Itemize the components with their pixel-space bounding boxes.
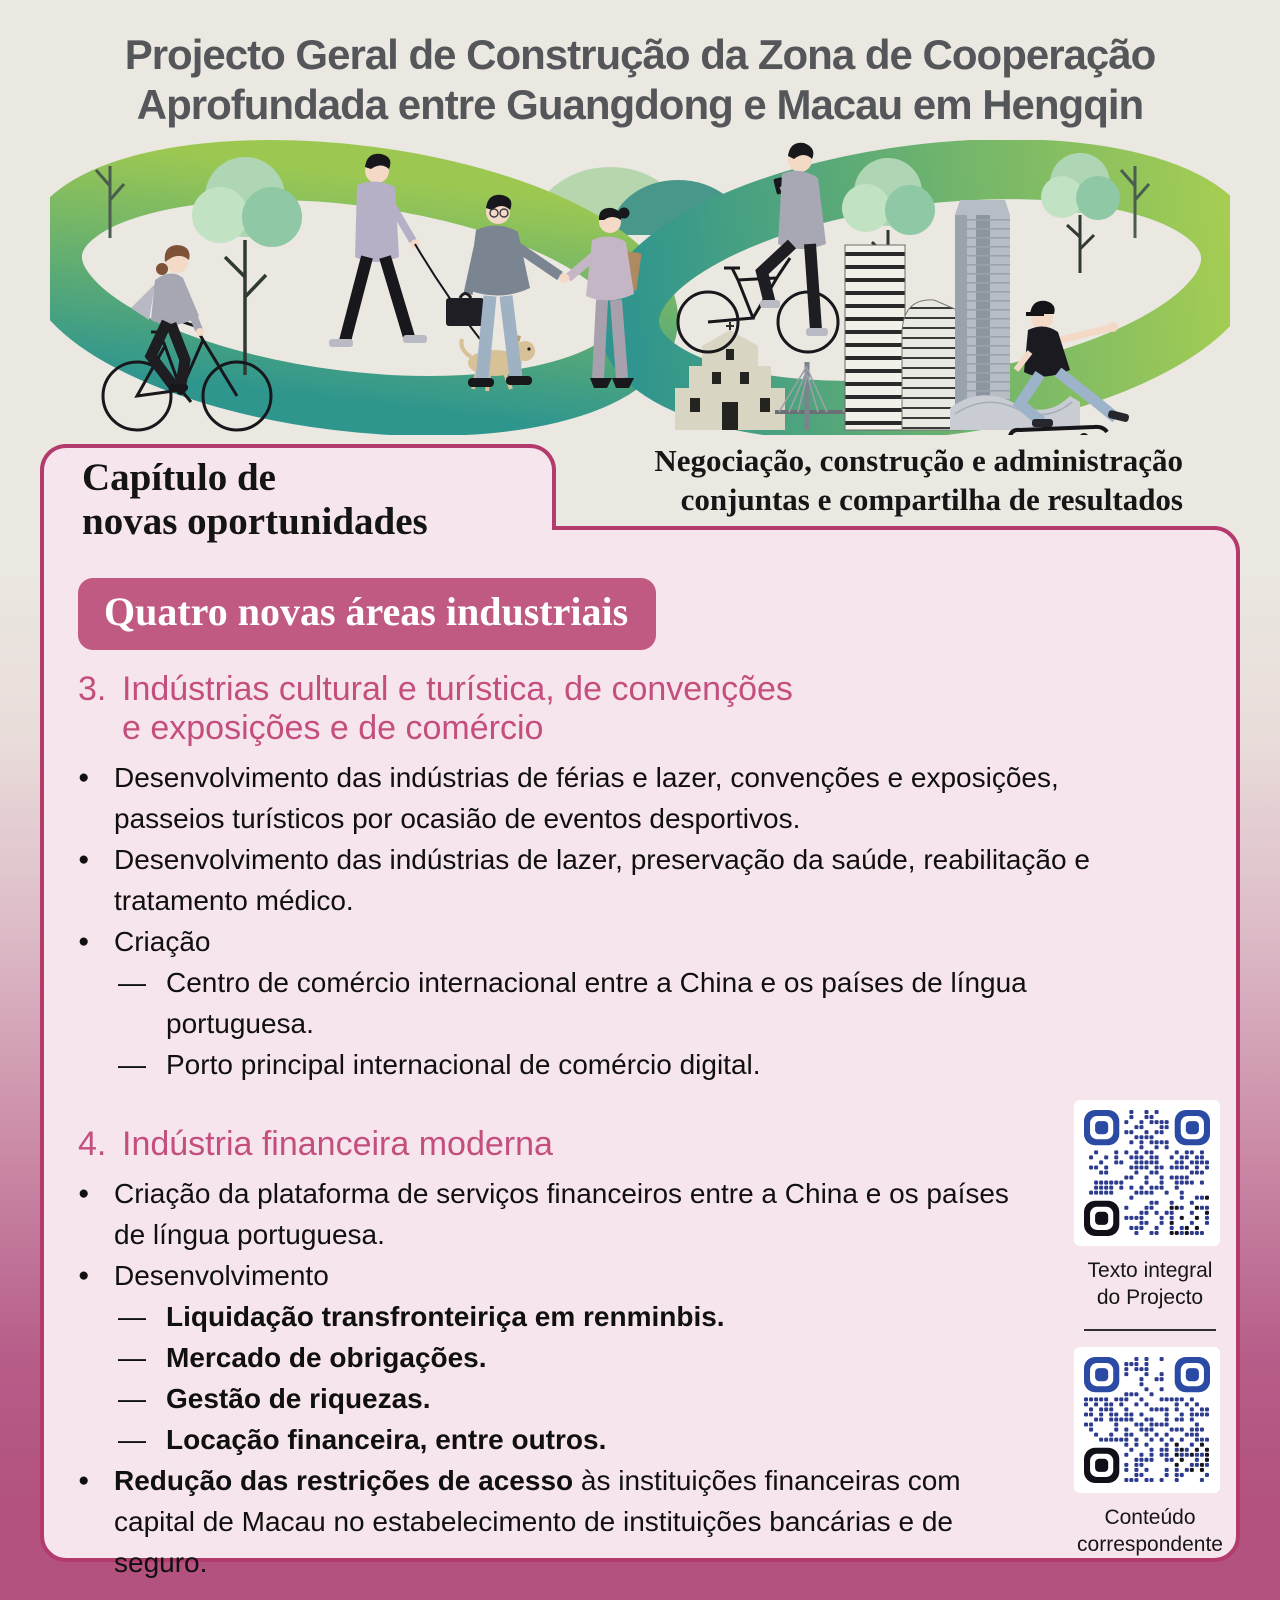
qr-finder-top-right-icon xyxy=(1175,1110,1210,1145)
section-3 xyxy=(78,670,1098,1085)
chapter-tab xyxy=(40,444,556,543)
sub-list-item xyxy=(78,962,1098,1044)
qr-code-project-full-text xyxy=(1074,1100,1220,1246)
bullet-icon: ● xyxy=(78,1265,90,1286)
list-item-text: Desenvolvimento das indústrias de férias e lazer, convenções e exposições, passeios turísticos por ocasião de eventos desportivos. xyxy=(114,762,1059,834)
dash-icon: — xyxy=(118,1342,146,1373)
list-item xyxy=(78,1173,1098,1255)
qr-code-icon xyxy=(1084,1110,1210,1236)
qr-finder-bottom-left-icon xyxy=(1084,1201,1119,1236)
qr-finder-top-right-icon xyxy=(1175,1357,1210,1392)
list-item xyxy=(78,839,1098,921)
qr-caption-line1: Conteúdo xyxy=(1104,1506,1196,1529)
qr-finder-top-left-icon xyxy=(1084,1110,1119,1145)
qr-caption-line2: correspondente xyxy=(1077,1533,1223,1556)
qr-finder-bottom-left-icon xyxy=(1084,1448,1119,1483)
page-title-line1: Projecto Geral de Construção da Zona de Cooperação xyxy=(124,31,1156,78)
qr-caption-project-full-text xyxy=(1074,1257,1226,1311)
list-item-text xyxy=(114,1460,1014,1583)
list-item-bold-text: Redução das restrições de acesso xyxy=(114,1465,574,1496)
dash-icon: — xyxy=(118,1383,146,1414)
dash-icon: — xyxy=(118,967,146,998)
dash-icon: — xyxy=(118,1301,146,1332)
list-item xyxy=(78,1255,1098,1296)
sub-list-item xyxy=(78,1296,1098,1337)
list-item-text: Criação xyxy=(114,926,211,957)
section-4 xyxy=(78,1125,1098,1583)
section-4-number: 4. xyxy=(78,1125,107,1163)
section-4-title xyxy=(78,1125,1098,1164)
qr-caption-line1: Texto integral xyxy=(1087,1259,1213,1282)
sub-list-item xyxy=(78,1378,1098,1419)
qr-caption-line2: do Projecto xyxy=(1096,1286,1204,1309)
bullet-icon: ● xyxy=(78,1183,90,1204)
hengqin-loop-illustration xyxy=(50,140,1230,435)
qr-finder-top-left-icon xyxy=(1084,1357,1119,1392)
sub-list-item-text: Locação financeira, entre outros. xyxy=(166,1424,607,1455)
chapter-tab-heading xyxy=(82,456,552,544)
sub-list-item-text: Gestão de riquezas. xyxy=(166,1383,431,1414)
section-4-title-text: Indústria financeira moderna xyxy=(122,1125,553,1163)
bullet-icon: ● xyxy=(78,1470,90,1491)
qr-divider xyxy=(1084,1329,1216,1331)
sub-list-item-text: Porto principal internacional de comércio digital. xyxy=(166,1049,761,1080)
sub-list-item-text: Liquidação transfronteiriça em renminbis. xyxy=(166,1301,725,1332)
section-badge: Quatro novas áreas industriais xyxy=(78,578,656,650)
dash-icon: — xyxy=(118,1424,146,1455)
qr-code-corresponding-content xyxy=(1074,1347,1220,1493)
qr-caption-corresponding-content xyxy=(1074,1504,1226,1558)
bullet-icon: ● xyxy=(78,767,90,788)
page-title-line2: Aprofundada entre Guangdong e Macau em Hengqin xyxy=(136,81,1144,128)
chapter-tab-line1: Capítulo de xyxy=(82,456,276,499)
motto-text xyxy=(654,441,1183,519)
list-item-text: Desenvolvimento xyxy=(114,1260,329,1291)
content-panel xyxy=(40,526,1240,1578)
sub-list-item-text: Centro de comércio internacional entre a China e os países de língua portuguesa. xyxy=(166,967,1027,1039)
bullet-icon: ● xyxy=(78,849,90,870)
sub-list-item xyxy=(78,1044,1098,1085)
list-item xyxy=(78,1460,1098,1583)
dash-icon: — xyxy=(118,1049,146,1080)
list-item-rest-text: às instituições financeiras com capital de Macau no estabelecimento de instituições bancárias e de seguro. xyxy=(114,1465,961,1578)
section-3-number: 3. xyxy=(78,670,107,708)
list-item xyxy=(78,757,1098,839)
striped-tower-icon xyxy=(845,245,905,430)
motto-line1: Negociação, construção e administração xyxy=(654,443,1183,478)
sub-list-item xyxy=(78,1419,1098,1460)
list-item-text: Criação da plataforma de serviços financeiros entre a China e os países de língua portuguesa. xyxy=(114,1178,1009,1250)
sub-list-item-text: Mercado de obrigações. xyxy=(166,1342,487,1373)
section-3-title-line2: e exposições e de comércio xyxy=(122,709,544,747)
qr-column xyxy=(1074,1100,1226,1558)
bullet-icon: ● xyxy=(78,931,90,952)
section-3-title-line1: Indústrias cultural e turística, de convenções xyxy=(122,670,793,708)
section-3-title xyxy=(78,670,1098,748)
list-item xyxy=(78,921,1098,962)
page-title xyxy=(0,30,1280,130)
content-column xyxy=(78,670,1098,1583)
qr-code-icon xyxy=(1084,1357,1210,1483)
sub-list-item xyxy=(78,1337,1098,1378)
motto-line2: conjuntas e compartilha de resultados xyxy=(680,482,1183,517)
chapter-tab-line2: novas oportunidades xyxy=(82,500,428,543)
macau-church-ruins-icon xyxy=(675,322,785,430)
section-3-title-text xyxy=(122,670,793,748)
list-item-text: Desenvolvimento das indústrias de lazer, preservação da saúde, reabilitação e tratamento médico. xyxy=(114,844,1090,916)
